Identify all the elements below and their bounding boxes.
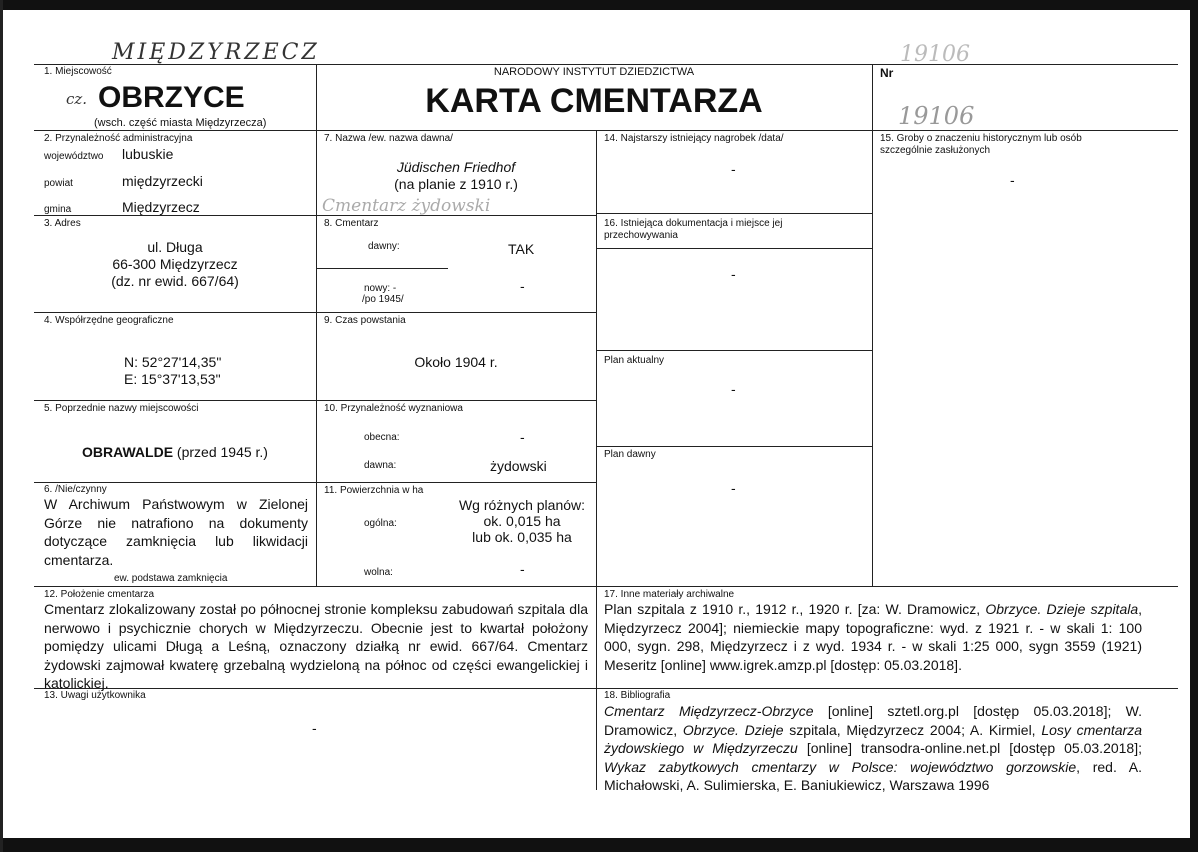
scan-border-bottom [0, 838, 1198, 852]
f17-part2-italic: szpitala [1090, 601, 1139, 617]
f4-label: 4. Współrzędne geograficzne [44, 315, 174, 326]
handwritten-cz-prefix: cz. [66, 90, 88, 108]
f5-name-rest: (przed 1945 r.) [173, 444, 268, 460]
f12-text: Cmentarz zlokalizowany został po północnej stronie kompleksu zabudowań szpitala dla nerwowo i psychicznie chorych w Międzyrzeczu. Obecnie jest to kwartał położony pomiędzy ulicami Długą a Leśną, oznaczony działką nr ewid. 667/64. Cmentarz żydowski zajmował kwaterę grzebalną wydzieloną na północ od części ewangelickiej i katolickiej. [44, 601, 588, 691]
nr-label: Nr [880, 66, 894, 80]
f14-label: 14. Najstarszy istniejący nagrobek /data/ [604, 133, 784, 144]
f17-part3: , Międzyrzecz 2004]; niemieckie mapy topograficzne: wyd. z 1921 r. - w skali 1: 100 000, sygn. 298, Międzyrzecz i z wyd. 1934 r. - w skali 1:25 000, sygn 3559 (1921) Meseritz [online] www.igrek.amzp.pl [dostęp: 05.03.2018]. [604, 601, 1143, 673]
f4-longitude: E: 15°37'13,53" [124, 371, 221, 387]
scan-border-top [0, 0, 1198, 10]
f18-label: 18. Bibliografia [604, 690, 671, 701]
f13-label: 13. Uwagi użytkownika [44, 690, 146, 701]
f1-town: OBRZYCE [98, 81, 245, 114]
f8-nowy-value: - [520, 278, 525, 294]
f11-wolna-label: wolna: [364, 567, 393, 578]
f18-text [604, 702, 1142, 795]
f10-obecna-value: - [520, 429, 525, 445]
f11-wolna-value: - [520, 561, 525, 577]
f2-gm-value: Międzyrzecz [122, 199, 200, 215]
f18-item3-title: Losy cmentarza żydowskiego w Międzyrzeczu [604, 721, 1143, 756]
f5-name-bold: OBRAWALDE [82, 444, 174, 460]
f8-label: 8. Cmentarz [324, 218, 379, 229]
f3-postal: 66-300 Międzyrzecz [112, 256, 238, 272]
f15-label-line2: szczególnie zasłużonych [880, 145, 991, 156]
f16-value: - [731, 266, 736, 282]
f18-item2-rest: szpitala, Międzyrzecz 2004; A. Kirmiel, [783, 721, 1042, 738]
f5-label: 5. Poprzednie nazwy miejscowości [44, 403, 199, 414]
f18-item1-title: Cmentarz Międzyrzecz-Obrzyce [604, 703, 814, 719]
scan-border-right [1190, 0, 1198, 852]
f10-dawna-value: żydowski [490, 458, 547, 474]
f7-label: 7. Nazwa /ew. nazwa dawna/ [324, 133, 453, 144]
f12-label: 12. Położenie cmentarza [44, 589, 155, 600]
f2-gm-label: gmina [44, 204, 72, 215]
plan-dawny-value: - [731, 480, 736, 496]
f8-dawny-label: dawny: [368, 241, 400, 252]
card-title: KARTA CMENTARZA [425, 82, 763, 120]
rule-m4 [316, 482, 596, 483]
rule-lower [34, 586, 1178, 587]
f7-name: Jüdischen Friedhof [396, 159, 516, 175]
f18-item1-rest: [online] sztetl.org.pl [dostęp 05.03.2018]; W. Dramowicz, [604, 703, 1143, 738]
rule-top [34, 64, 1178, 65]
col-divider-2 [596, 130, 597, 790]
col-divider-nr [872, 64, 873, 586]
rule-m3 [316, 400, 596, 401]
f1-label: 1. Miejscowość [44, 66, 112, 77]
f18-item4-title: Wykaz zabytkowych cmentarzy w Polsce: województwo gorzowskie [604, 758, 1077, 775]
f11-label: 11. Powierzchnia w ha [324, 485, 424, 496]
f1-sub: (wsch. część miasta Międzyrzecza) [94, 117, 267, 129]
f17-part1: Plan szpitala z 1910 r., 1912 r., 1920 r. [za: W. Dramowicz, [604, 601, 986, 617]
f16-label-line2: przechowywania [604, 230, 678, 241]
f2-pow-value: międzyrzecki [122, 173, 203, 189]
f6-footer: ew. podstawa zamknięcia [114, 573, 228, 584]
rule-m1 [316, 215, 596, 216]
f3-parcel: (dz. nr ewid. 667/64) [111, 273, 239, 289]
f8-nowy-sub: /po 1945/ [362, 294, 404, 305]
f5-previous-name [34, 443, 316, 461]
f2-woj-label: województwo [44, 151, 104, 162]
f11-line1: Wg różnych planów: [458, 497, 586, 513]
f2-pow-label: powiat [44, 178, 73, 189]
plan-dawny-label: Plan dawny [604, 449, 656, 460]
f8-dawny-value: TAK [508, 241, 535, 257]
f2-label: 2. Przynależność administracyjna [44, 133, 193, 144]
f17-text [604, 600, 1142, 674]
rule-r1 [596, 213, 872, 214]
f18-item4-rest: , red. A. Michałowski, A. Sulimierska, E. Baniukiewicz, Warszawa 1996 [604, 758, 1142, 793]
f3-label: 3. Adres [44, 218, 81, 229]
rule-l3 [34, 400, 316, 401]
rule-r2 [596, 248, 872, 249]
handwritten-number-top: 19106 [900, 42, 970, 67]
rule-l2 [34, 312, 316, 313]
f14-value: - [731, 161, 736, 177]
plan-aktualny-value: - [731, 381, 736, 397]
f8-nowy-label: nowy: - [364, 283, 397, 294]
f16-label-line1: 16. Istniejąca dokumentacja i miejsce jej [604, 218, 783, 229]
f6-text: W Archiwum Państwowym w Zielonej Górze nie natrafiono na dokumenty dotyczące zamknięcia lub likwidacji cmentarza. [44, 496, 308, 568]
institute-name: NARODOWY INSTYTUT DZIEDZICTWA [493, 66, 695, 78]
f9-label: 9. Czas powstania [324, 315, 406, 326]
f4-latitude: N: 52°27'14,35" [124, 354, 222, 370]
rule-l4 [34, 482, 316, 483]
handwritten-number: 19106 [898, 102, 975, 130]
f11-line2: ok. 0,015 ha [483, 513, 561, 529]
handwritten-nazwa-note: Cmentarz żydowski [322, 196, 491, 216]
f15-value: - [1010, 172, 1015, 188]
rule-r3 [596, 350, 872, 351]
rule-r4 [596, 446, 872, 447]
f11-ogolna-label: ogólna: [364, 518, 397, 529]
f18-item3-rest: [online] transodra-online.net.pl [dostęp 05.03.2018]; [797, 740, 1142, 756]
scan-border-left [0, 0, 3, 852]
plan-aktualny-label: Plan aktualny [604, 355, 665, 366]
col-divider-1 [316, 64, 317, 586]
f6-label: 6. /Nie/czynny [44, 484, 107, 495]
f10-dawna-label: dawna: [364, 460, 397, 471]
f10-obecna-label: obecna: [364, 432, 400, 443]
rule-m2 [316, 312, 596, 313]
f2-woj-value: lubuskie [122, 146, 174, 162]
f10-label: 10. Przynależność wyznaniowa [324, 403, 463, 414]
f7-name-note: (na planie z 1910 r.) [394, 176, 518, 192]
f18-item2-title: Obrzyce. Dzieje [682, 721, 784, 738]
f11-line3: lub ok. 0,035 ha [472, 529, 572, 545]
f17-label: 17. Inne materiały archiwalne [604, 589, 735, 600]
f3-street: ul. Długa [147, 239, 203, 255]
handwritten-town-note: MIĘDZYRZECZ [112, 40, 320, 65]
f13-value: - [312, 720, 317, 736]
f15-label-line1: 15. Groby o znaczeniu historycznym lub osób [880, 133, 1082, 144]
f9-value: Około 1904 r. [414, 354, 498, 370]
rule-m-cmentarz [316, 268, 448, 269]
f17-part1-italic: Obrzyce. Dzieje [985, 601, 1086, 617]
rule-header-bottom [34, 130, 1178, 131]
